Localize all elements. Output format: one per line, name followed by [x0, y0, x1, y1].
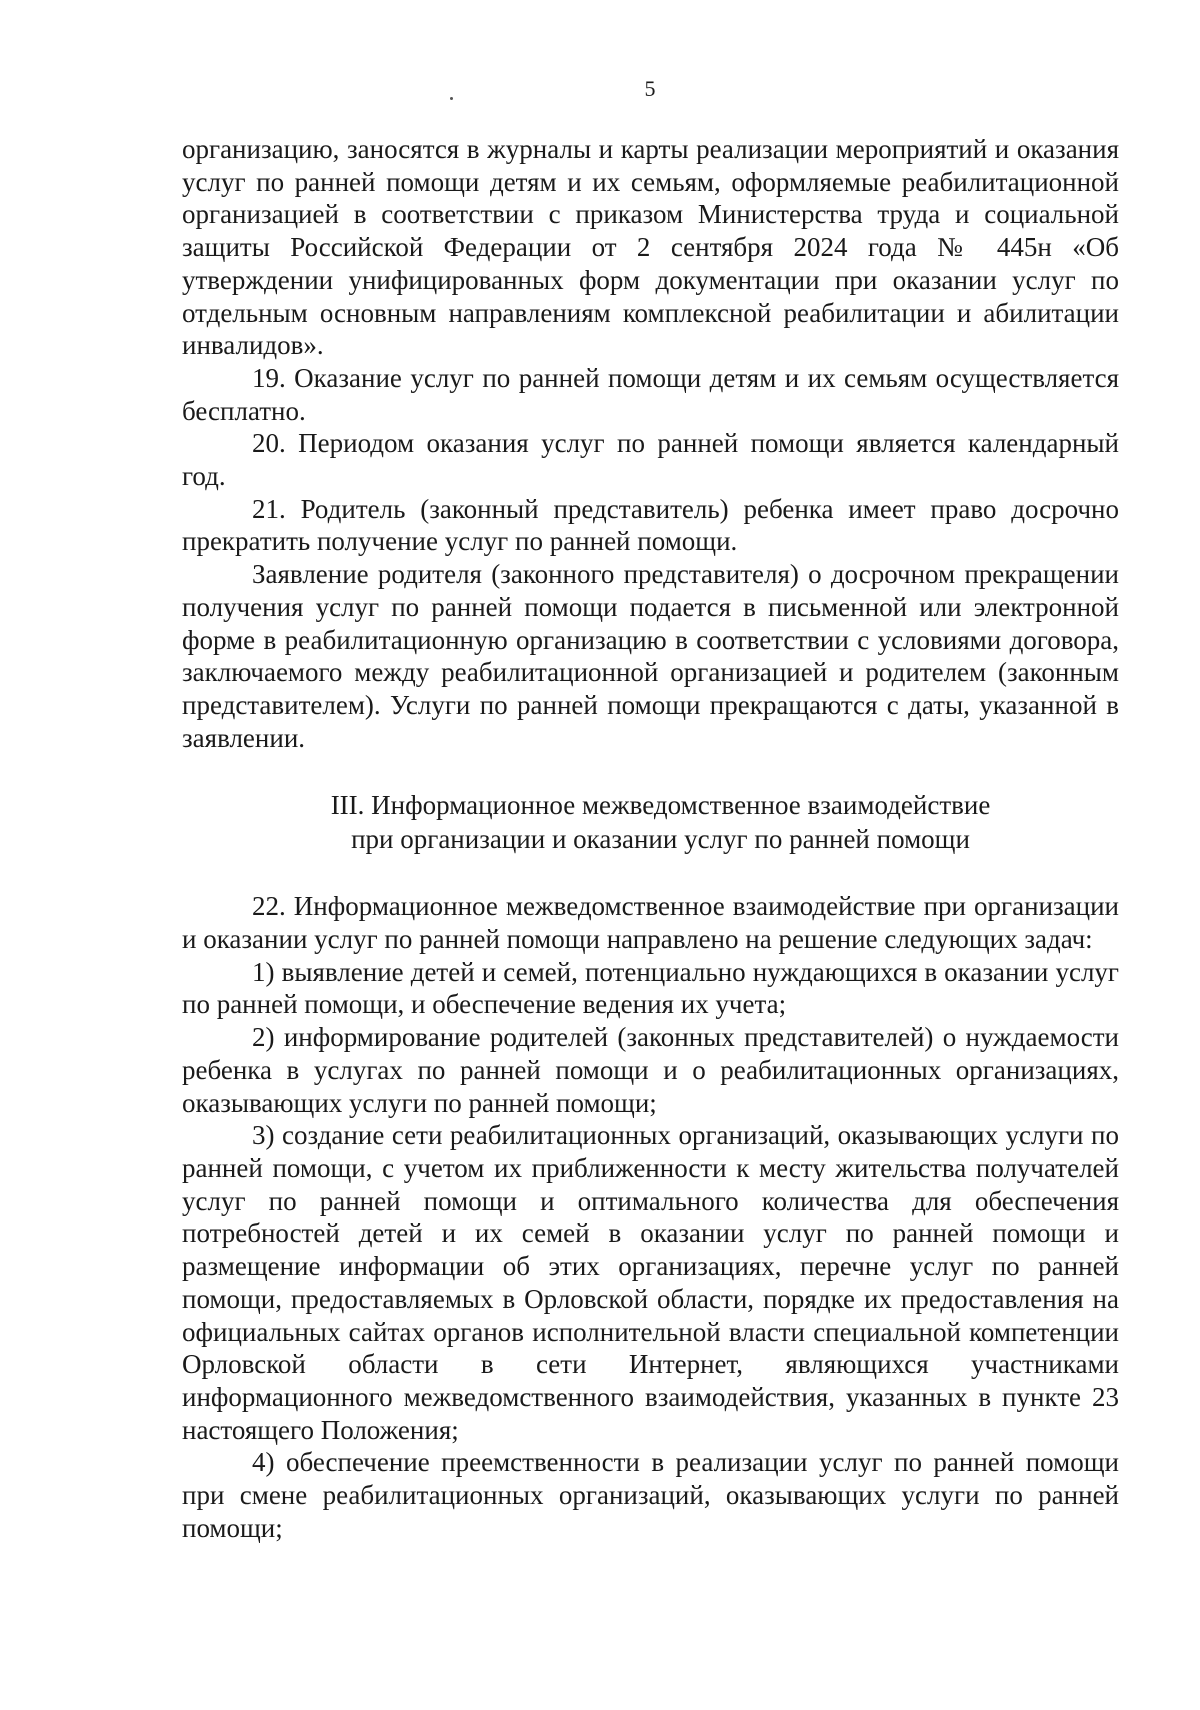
list-item-4: 4) обеспечение преемственности в реализации услуг по ранней помощи при смене реабилитационных организаций, оказывающих услуги по ранней помощи;: [182, 1447, 1119, 1543]
paragraph-22: 22. Информационное межведомственное взаимодействие при организации и оказании услуг по ранней помощи направлено на решение следующих задач:: [182, 891, 1119, 955]
paragraph-21: 21. Родитель (законный представитель) ребенка имеет право досрочно прекратить получение услуг по ранней помощи.: [182, 493, 1119, 557]
section-heading-line-1: III. Информационное межведомственное взаимодействие: [330, 790, 991, 821]
section-heading: [182, 788, 1119, 856]
section-heading-line-2: при организации и оказании услуг по ранней помощи: [351, 824, 970, 855]
list-item-2: 2) информирование родителей (законных представителей) о нуждаемости ребенка в услугах по ранней помощи и о реабилитационных организациях, оказывающих услуги по ранней помощи;: [182, 1022, 1119, 1118]
document-body: [182, 133, 1119, 1544]
page-number: 5: [644, 76, 656, 101]
paragraph-continuation: организацию, заносятся в журналы и карты реализации мероприятий и оказания услуг по ранней помощи детям и их семьям, оформляемые реабилитационной организацией в соответствии с приказом Министерства труда и социальной защиты Российской Федерации от 2 сентября 2024 года № 445н «Об утверждении унифицированных форм документации при оказании услуг по отдельным основным направлениям комплексной реабилитации и абилитации инвалидов».: [182, 134, 1119, 361]
scan-speck: [450, 97, 453, 100]
paragraph-20: 20. Периодом оказания услуг по ранней помощи является календарный год.: [182, 428, 1119, 492]
list-item-1: 1) выявление детей и семей, потенциально нуждающихся в оказании услуг по ранней помощи, и обеспечение ведения их учета;: [182, 956, 1119, 1020]
list-item-3: 3) создание сети реабилитационных организаций, оказывающих услуги по ранней помощи, с учетом их приближенности к месту жительства получателей услуг по ранней помощи и оптимального количества для обеспечения потребностей детей и их семей в оказании услуг по ранней помощи и размещение информации об этих организациях, перечне услуг по ранней помощи, предоставляемых в Орловской области, порядке их предоставления на официальных сайтах органов исполнительной власти специальной компетенции Орловской области в сети Интернет, являющихся участниками информационного межведомственного взаимодействия, указанных в пункте 23 настоящего Положения;: [182, 1120, 1119, 1445]
paragraph-application: Заявление родителя (законного представителя) о досрочном прекращении получения услуг по ранней помощи подается в письменной или электронной форме в реабилитационную организацию в соответствии с условиями договора, заключаемого между реабилитационной организацией и родителем (законным представителем). Услуги по ранней помощи прекращаются с даты, указанной в заявлении.: [182, 559, 1119, 753]
paragraph-19: 19. Оказание услуг по ранней помощи детям и их семьям осуществляется бесплатно.: [182, 362, 1119, 426]
